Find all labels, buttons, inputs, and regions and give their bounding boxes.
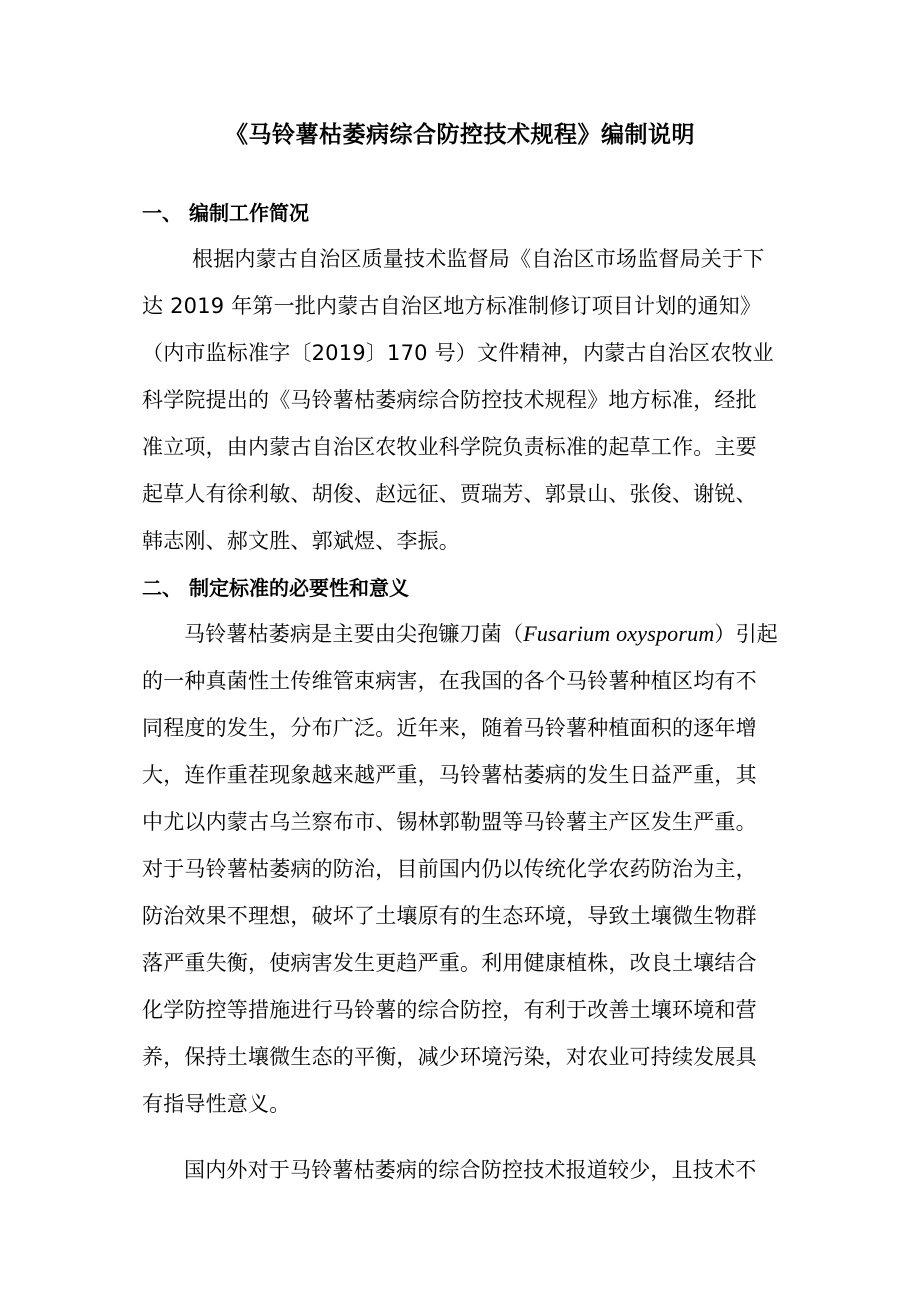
document-title: 《马铃薯枯萎病综合防控技术规程》编制说明 (225, 122, 695, 148)
paragraph-line: 达 2019 年第一批内蒙古自治区地方标准制修订项目计划的通知》 (142, 294, 762, 318)
paragraph-line: 中尤以内蒙古乌兰察布市、锡林郭勒盟等马铃薯主产区发生严重。 (142, 810, 757, 834)
paragraph-line: 准立项，由内蒙古自治区农牧业科学院负责标准的起草工作。主要 (142, 435, 757, 459)
paragraph-line: 落严重失衡，使病害发生更趋严重。利用健康植株，改良土壤结合 (142, 951, 757, 975)
paragraph-line: 有指导性意义。 (142, 1092, 291, 1116)
paragraph-line: 化学防控等措施进行马铃薯的综合防控，有利于改善土壤环境和营 (142, 998, 757, 1022)
paragraph-line: 韩志刚、郝文胜、郭斌煜、李振。 (142, 529, 460, 553)
paragraph-line: 对于马铃薯枯萎病的防治，目前国内仍以传统化学农药防治为主， (142, 857, 757, 881)
paragraph-line: 起草人有徐利敏、胡俊、赵远征、贾瑞芳、郭景山、张俊、谢锐、 (142, 482, 757, 506)
paragraph-line: 养，保持土壤微生态的平衡，减少环境污染，对农业可持续发展具 (142, 1045, 757, 1069)
paragraph-line: 同程度的发生，分布广泛。近年来，随着马铃薯种植面积的逐年增 (142, 716, 757, 740)
paragraph-line: 的一种真菌性土传维管束病害，在我国的各个马铃薯种植区均有不 (142, 669, 757, 693)
paragraph-line: 国内外对于马铃薯枯萎病的综合防控技术报道较少，且技术不 (184, 1158, 757, 1182)
text-segment: ）引起 (714, 622, 779, 646)
latin-species-name: Fusarium oxysporum (523, 621, 715, 646)
paragraph-line: 防治效果不理想，破坏了土壤原有的生态环境，导致土壤微生物群 (142, 904, 757, 928)
paragraph-line: （内市监标准字〔2019〕170 号）文件精神，内蒙古自治区农牧业 (142, 341, 774, 365)
text-segment: 马铃薯枯萎病是主要由尖孢镰刀菌（ (184, 622, 524, 646)
paragraph-line: 大，连作重茬现象越来越严重，马铃薯枯萎病的发生日益严重，其 (142, 763, 757, 787)
section-heading-2: 二、 制定标准的必要性和意义 (142, 576, 409, 600)
paragraph-line: 根据内蒙古自治区质量技术监督局《自治区市场监督局关于下 (192, 247, 765, 271)
section-heading-1: 一、 编制工作简况 (142, 201, 309, 225)
paragraph-line (184, 619, 778, 649)
paragraph-line: 科学院提出的《马铃薯枯萎病综合防控技术规程》地方标准，经批 (142, 388, 757, 412)
